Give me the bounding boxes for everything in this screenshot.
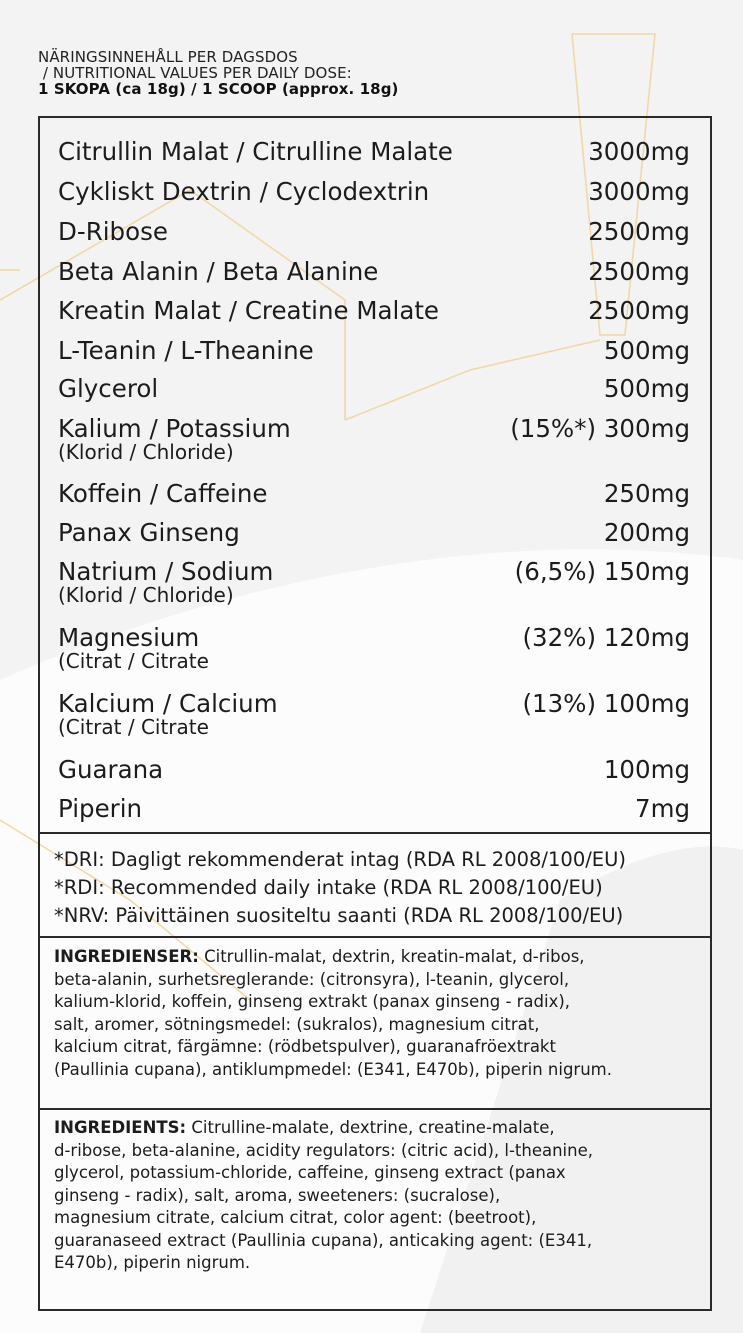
ingredients-line: guaranaseed extract (Paullinia cupana), anticaking agent: (E341,: [54, 1230, 593, 1250]
nutrient-name: Piperin: [58, 794, 143, 823]
nutrient-subname: (Citrat / Citrate: [58, 715, 209, 739]
nutrient-amount: (6,5%) 150mg: [514, 557, 690, 586]
ingredients-english: [40, 1110, 710, 1310]
nutrient-subname: (Klorid / Chloride): [58, 440, 234, 464]
nutrient-amount: (13%) 100mg: [522, 689, 690, 718]
serving-size: 1 SKOPA (ca 18g) / 1 SCOOP (approx. 18g): [38, 80, 399, 98]
ingredients-line: kalcium citrat, färgämne: (rödbetspulver), guaranafröextrakt: [54, 1037, 556, 1056]
ingredients-line: E470b), piperin nigrum.: [54, 1253, 251, 1272]
ingredients-line: glycerol, potassium-chloride, caffeine, ginseng extract (panax: [54, 1163, 566, 1182]
ingredients-line: d-ribose, beta-alanine, acidity regulators: (citric acid), l-theanine,: [54, 1140, 593, 1160]
ingredients-text: Citrullin-malat, dextrin, kreatin-malat, d-ribos,: [198, 947, 585, 966]
nutrient-name: Citrullin Malat / Citrulline Malate: [58, 137, 453, 166]
nutrient-name: L-Teanin / L-Theanine: [58, 336, 314, 365]
nutrient-amount: 100mg: [603, 755, 690, 784]
ingredients-line: ginseng - radix), salt, aroma, sweeteners: (sucralose),: [54, 1185, 501, 1205]
nrv-note: *NRV: Päivittäinen suositeltu saanti (RDA RL 2008/100/EU): [54, 904, 624, 927]
nutrient-table: [40, 118, 710, 834]
nutrient-name: Magnesium: [58, 623, 200, 652]
nutrient-name: Natrium / Sodium: [58, 557, 274, 586]
nutrient-amount: 250mg: [603, 479, 690, 508]
nutrient-subname: (Klorid / Chloride): [58, 583, 234, 607]
rdi-note: *RDI: Recommended daily intake (RDA RL 2008/100/EU): [54, 876, 603, 899]
daily-intake-notes: [40, 834, 710, 938]
ingredients-line: [54, 1117, 698, 1140]
nutrient-amount: 3000mg: [588, 177, 690, 206]
ingredients-label: INGREDIENSER:: [54, 947, 199, 966]
nutrient-name: Cykliskt Dextrin / Cyclodextrin: [58, 177, 430, 206]
nutrient-amount: (32%) 120mg: [522, 623, 690, 652]
ingredients-line: magnesium citrate, calcium citrat, color agent: (beetroot),: [54, 1208, 537, 1227]
nutrient-amount: 7mg: [634, 794, 690, 823]
nutrient-amount: 200mg: [603, 518, 690, 547]
ingredients-text: Citrulline-malate, dextrine, creatine-malate,: [186, 1118, 555, 1137]
ingredients-swedish: [40, 938, 710, 1110]
nutrient-amount: 2500mg: [588, 217, 690, 246]
ingredients-line: [54, 946, 698, 969]
nutrient-name: D-Ribose: [58, 217, 168, 246]
nutrient-name: Kalcium / Calcium: [58, 689, 278, 718]
ingredients-line: beta-alanin, surhetsreglerande: (citronsyra), l-teanin, glycerol,: [54, 969, 570, 989]
nutrient-amount: 2500mg: [588, 257, 690, 286]
nutrient-name: Kalium / Potassium: [58, 414, 291, 443]
nutrient-amount: 500mg: [603, 336, 690, 365]
nutrient-name: Kreatin Malat / Creatine Malate: [58, 296, 440, 325]
ingredients-label: INGREDIENTS:: [54, 1118, 187, 1137]
nutrient-amount: 500mg: [603, 374, 690, 403]
nutrient-amount: 2500mg: [588, 296, 690, 325]
nutrient-name: Beta Alanin / Beta Alanine: [58, 257, 379, 286]
dri-note: *DRI: Dagligt rekommenderat intag (RDA RL 2008/100/EU): [54, 848, 626, 871]
ingredients-line: (Paullinia cupana), antiklumpmedel: (E341, E470b), piperin nigrum.: [54, 1059, 612, 1079]
ingredients-line: kalium-klorid, koffein, ginseng extrakt (panax ginseng - radix),: [54, 992, 571, 1011]
nutrient-amount: 3000mg: [588, 137, 690, 166]
header-title-en: / NUTRITIONAL VALUES PER DAILY DOSE:: [38, 64, 352, 82]
ingredients-line: salt, aromer, sötningsmedel: (sukralos), magnesium citrat,: [54, 1014, 540, 1034]
nutrient-name: Koffein / Caffeine: [58, 479, 268, 508]
nutrient-amount: (15%*) 300mg: [510, 414, 690, 443]
nutrient-subname: (Citrat / Citrate: [58, 649, 209, 673]
nutrient-name: Guarana: [58, 755, 164, 784]
nutrient-name: Panax Ginseng: [58, 518, 240, 547]
nutrition-panel: [38, 116, 712, 1311]
header-title-sv: NÄRINGSINNEHÅLL PER DAGSDOS: [38, 48, 298, 66]
nutrition-header: [38, 49, 698, 97]
nutrient-name: Glycerol: [58, 374, 159, 403]
